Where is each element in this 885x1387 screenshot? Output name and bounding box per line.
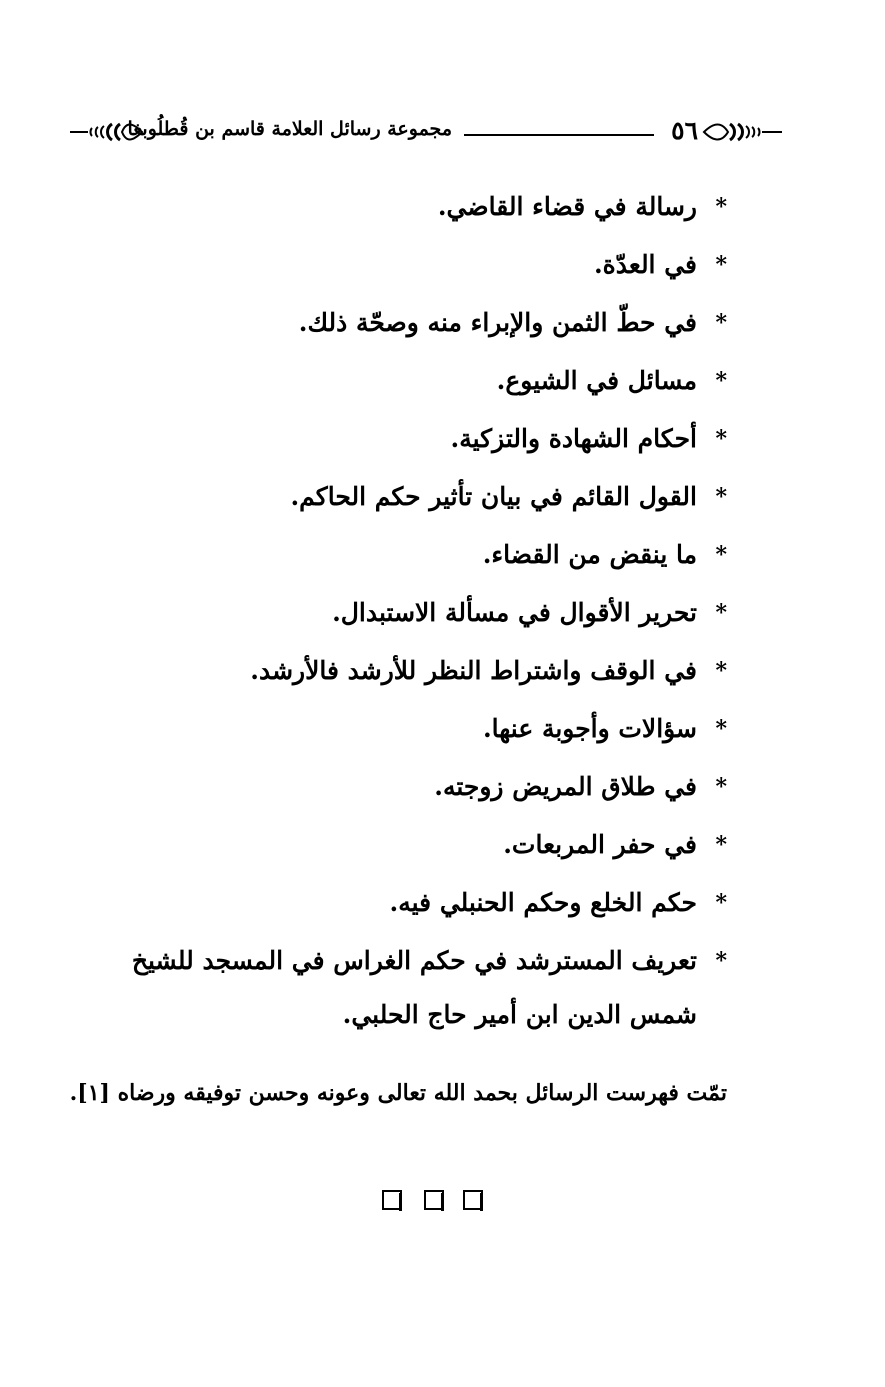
list-item xyxy=(67,596,727,630)
bullet-star-icon: * xyxy=(715,484,727,510)
list-item xyxy=(67,770,727,804)
item-text: سؤالات وأجوبة عنها. xyxy=(482,714,697,743)
bullet-star-icon: * xyxy=(715,252,727,278)
item-text: في طلاق المريض زوجته. xyxy=(434,772,697,801)
bullet-star-icon: * xyxy=(715,832,727,858)
section-end-marks xyxy=(382,1190,486,1212)
list-item xyxy=(67,190,727,224)
item-text: القول القائم في بيان تأثير حكم الحاكم. xyxy=(290,482,697,511)
end-square-icon xyxy=(383,1191,402,1211)
header-ornament-right-icon xyxy=(702,116,782,148)
bullet-star-icon: * xyxy=(715,310,727,336)
item-text: مسائل في الشيوع. xyxy=(496,366,697,395)
treatise-list xyxy=(67,190,727,1066)
item-text: ما ينقض من القضاء. xyxy=(482,540,697,569)
list-item xyxy=(67,422,727,456)
bullet-star-icon: * xyxy=(715,542,727,568)
header-divider xyxy=(464,134,654,136)
bullet-star-icon: * xyxy=(715,194,727,220)
item-text: رسالة في قضاء القاضي. xyxy=(437,192,697,221)
bullet-star-icon: * xyxy=(715,948,727,974)
list-item xyxy=(67,306,727,340)
list-item xyxy=(67,934,727,1042)
item-text: حكم الخلع وحكم الحنبلي فيه. xyxy=(389,888,697,917)
list-item xyxy=(67,828,727,862)
list-item xyxy=(67,712,727,746)
bullet-star-icon: * xyxy=(715,368,727,394)
header-ornament-left-icon xyxy=(70,116,144,148)
item-text: في الوقف واشتراط النظر للأرشد فالأرشد. xyxy=(250,656,697,685)
list-item xyxy=(67,538,727,572)
page-number: ٥٦ xyxy=(671,116,698,145)
list-item xyxy=(67,480,727,514)
list-item xyxy=(67,654,727,688)
closing-note: تمّت فهرست الرسائل بحمد الله تعالى وعونه وحسن توفيقه ورضاه [١]. xyxy=(69,1080,727,1106)
end-square-icon xyxy=(425,1191,444,1211)
list-item xyxy=(67,364,727,398)
item-text: في حطّ الثمن والإبراء منه وصحّة ذلك. xyxy=(298,308,697,337)
running-header xyxy=(70,112,782,152)
item-text: تعريف المسترشد في حكم الغراس في المسجد للشيخ شمس الدين ابن أمير حاج الحلبي. xyxy=(131,946,697,1029)
bullet-star-icon: * xyxy=(715,600,727,626)
list-item xyxy=(67,886,727,920)
item-text: في حفر المربعات. xyxy=(503,830,697,859)
item-text: أحكام الشهادة والتزكية. xyxy=(450,424,697,453)
end-square-icon xyxy=(464,1191,483,1211)
bullet-star-icon: * xyxy=(715,426,727,452)
bullet-star-icon: * xyxy=(715,658,727,684)
item-text: تحرير الأقوال في مسألة الاستبدال. xyxy=(332,598,697,627)
list-item xyxy=(67,248,727,282)
running-title: مجموعة رسائل العلامة قاسم بن قُطلُوبغا xyxy=(127,118,452,140)
bullet-star-icon: * xyxy=(715,890,727,916)
bullet-star-icon: * xyxy=(715,774,727,800)
item-text: في العدّة. xyxy=(593,250,697,279)
bullet-star-icon: * xyxy=(715,716,727,742)
